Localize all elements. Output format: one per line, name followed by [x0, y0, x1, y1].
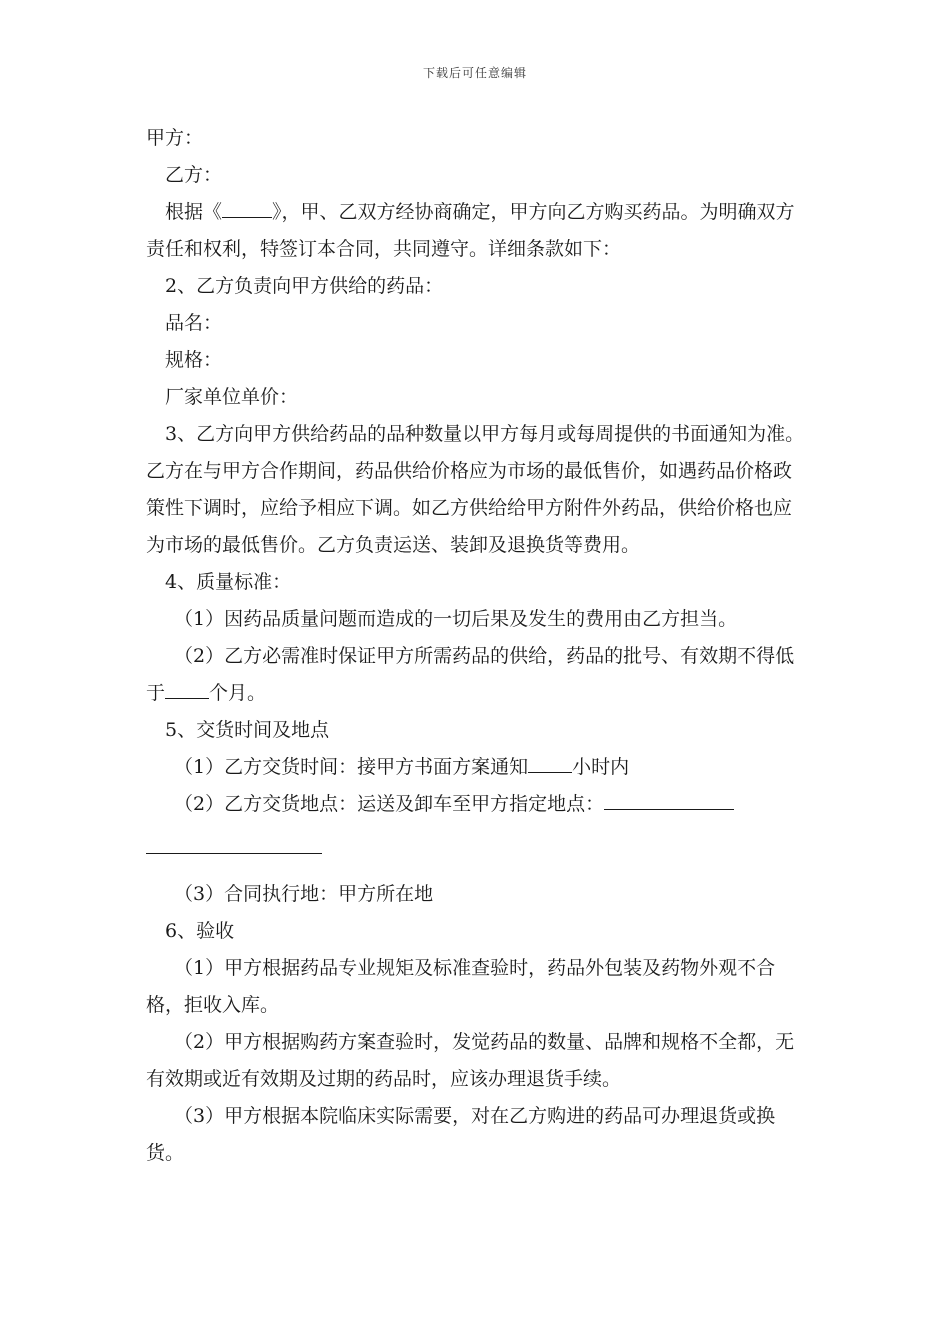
intro-post: 》，甲、乙双方经协商确定，甲方向乙方购买药品。为明确双方责任和权利，特签订本合同，共同遵守。详细条款如下：	[146, 201, 795, 260]
section-3-paragraph: 3、乙方向甲方供给药品的品种数量以甲方每月或每周提供的书面通知为准。乙方在与甲方合作期间，药品供给价格应为市场的最低售价，如遇药品价格政策性下调时，应给予相应下调。如乙方供给给甲方附件外药品，供给价格也应为市场的最低售价。乙方负责运送、装卸及退换货等费用。	[146, 423, 805, 556]
header-note: 下载后可任意编辑	[422, 66, 527, 80]
section-5-item-3: （3）合同执行地：甲方所在地	[174, 883, 434, 905]
section-5-item-2	[146, 786, 810, 823]
section-4-title: 4、质量标准：	[165, 571, 292, 593]
section-2-spec: 规格：	[165, 349, 223, 371]
delivery-hours-blank	[528, 750, 572, 773]
delivery-place-blank-line-2	[146, 831, 322, 854]
section-2-title: 2、乙方负责向甲方供给的药品：	[165, 275, 444, 297]
section-5-item-2-text: （2）乙方交货地点：运送及卸车至甲方指定地点：	[174, 793, 605, 815]
section-4-item-2-pre: （2）乙方必需准时保证甲方所需药品的供给，药品的批号、有效期不得低于	[146, 645, 795, 704]
section-6-item-3: （3）甲方根据本院临床实际需要，对在乙方购进的药品可办理退货或换货。	[146, 1105, 776, 1164]
section-6-item-2: （2）甲方根据购药方案查验时，发觉药品的数量、品牌和规格不全都，无有效期或近有效期及过期的药品时，应该办理退货手续。	[146, 1031, 795, 1090]
section-5-item-1-pre: （1）乙方交货时间：接甲方书面方案通知	[174, 756, 529, 778]
section-4-item-2-post: 个月。	[209, 682, 267, 704]
spacer	[146, 860, 810, 876]
delivery-place-blank	[604, 787, 734, 810]
party-b-line: 乙方：	[165, 164, 223, 186]
delivery-place-blank-continued	[146, 823, 810, 860]
section-5-item-1-post: 小时内	[572, 756, 630, 778]
section-6-item-1: （1）甲方根据药品专业规矩及标准查验时，药品外包装及药物外观不合格，拒收入库。	[146, 957, 776, 1016]
section-2-name: 品名：	[165, 312, 223, 334]
intro-pre: 根据《	[165, 201, 223, 223]
section-5-item-1	[146, 749, 810, 786]
contract-basis-blank	[222, 195, 272, 218]
section-5-title: 5、交货时间及地点	[165, 719, 330, 741]
contract-body	[146, 120, 810, 1172]
section-2-price: 厂家单位单价：	[165, 386, 299, 408]
party-a-line: 甲方：	[146, 127, 204, 149]
intro-paragraph	[146, 194, 810, 268]
section-6-title: 6、验收	[165, 920, 235, 942]
section-4-item-1: （1）因药品质量问题而造成的一切后果及发生的费用由乙方担当。	[174, 608, 738, 630]
validity-months-blank	[165, 676, 209, 699]
section-4-item-2	[146, 638, 810, 712]
